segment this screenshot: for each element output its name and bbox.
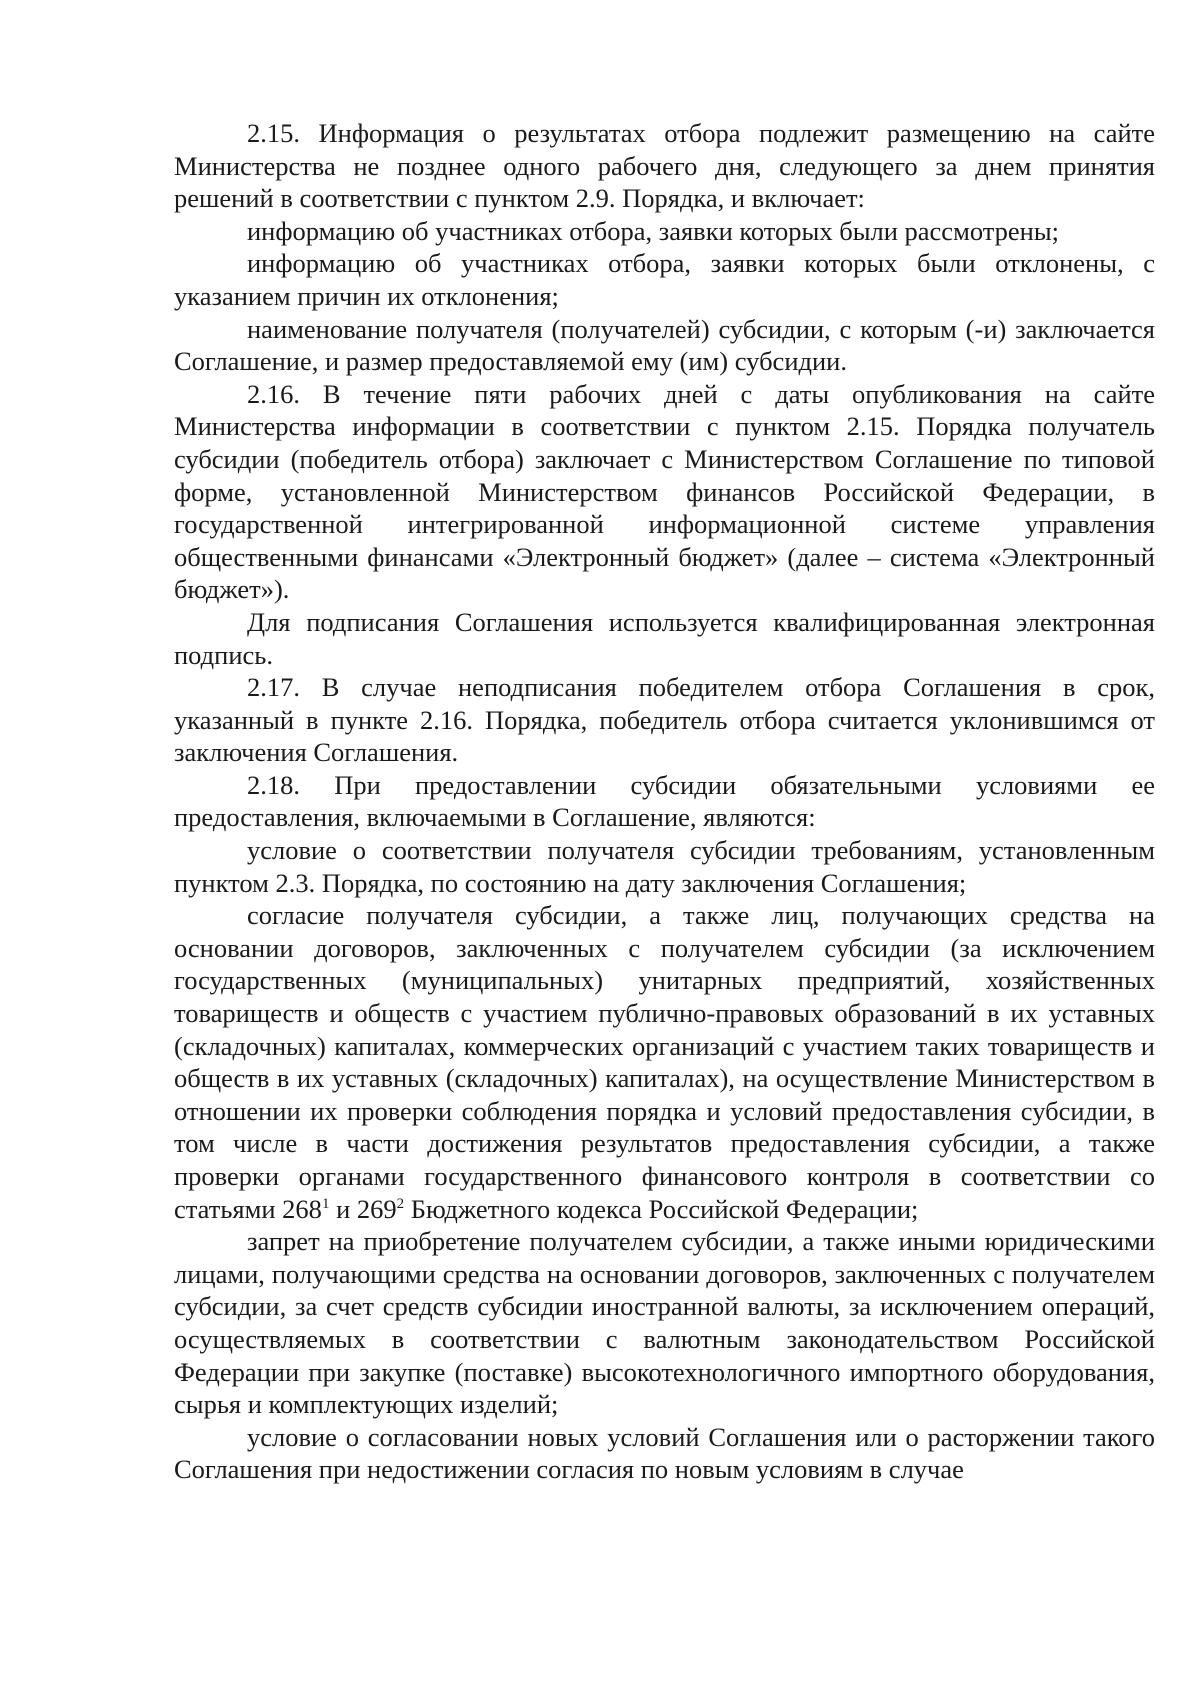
paragraph-2-16: 2.16. В течение пяти рабочих дней с даты опубликования на сайте Министерства информации в соответствии с пунктом 2.15. Порядка получатель субсидии (победитель отбора) заключает с Министерством Соглашение по типовой форме, установленной Министерством финансов Российской Федерации, в государственной интегрированной информационной системе управления общественными финансами «Электронный бюджет» (далее – система «Электронный бюджет»). [174, 378, 1155, 605]
paragraph-compliance-condition: условие о соответствии получателя субсидии требованиям, установленным пунктом 2.3. Порядка, по состоянию на дату заключения Соглашения; [174, 835, 1155, 898]
consent-text-middle: и 269 [329, 1193, 397, 1224]
paragraph-consent [174, 899, 1155, 1225]
paragraph-2-18: 2.18. При предоставлении субсидии обязательными условиями ее предоставления, включаемыми в Соглашение, являются: [174, 769, 1155, 833]
paragraph-electronic-signature: Для подписания Соглашения используется квалифицированная электронная подпись. [174, 606, 1155, 670]
paragraph-reviewed-applicants: информацию об участниках отбора, заявки которых были рассмотрены; [247, 215, 1060, 246]
consent-text: согласие получателя субсидии, а также лиц, получающих средства на основании договоров, заключенных с получателем субсидии (за исключением государственных (муниципальных) унитарных предприятий, хозяйственных товариществ и обществ с участием публично-правовых образований в их уставных (складочных) капиталах, коммерческих организаций с участием таких товариществ и обществ в их уставных (складочных) капиталах), на осуществление Министерством в отношении их проверки соблюдения порядка и условий предоставления субсидии, в том числе в части достижения результатов предоставления субсидии, а также проверки органами государственного финансового контроля в соответствии со статьями 268 [174, 900, 1155, 1224]
paragraph-new-conditions: условие о согласовании новых условий Соглашения или о расторжении такого Соглашения при недостижении согласия по новым условиям в случае [174, 1421, 1155, 1485]
paragraph-recipient-name: наименование получателя (получателей) субсидии, с которым (-и) заключается Соглашение, и размер предоставляемой ему (им) субсидии. [174, 313, 1155, 377]
paragraph-currency-ban: запрет на приобретение получателем субсидии, а также иными юридическими лицами, получающими средства на основании договоров, заключенных с получателем субсидии, за счет средств субсидии иностранной валюты, за исключением операций, осуществляемых в соответствии с валютным законодательством Российской Федерации при закупке (поставке) высокотехнологичного импортного оборудования, сырья и комплектующих изделий; [174, 1226, 1155, 1420]
paragraph-2-15: 2.15. Информация о результатах отбора подлежит размещению на сайте Министерства не позднее одного рабочего дня, следующего за днем принятия решений в соответствии с пунктом 2.9. Порядка, и включает: [174, 118, 1155, 214]
paragraph-2-17: 2.17. В случае неподписания победителем отбора Соглашения в срок, указанный в пункте 2.16. Порядка, победитель отбора считается уклонившимся от заключения Соглашения. [174, 672, 1155, 768]
superscript-2: 2 [396, 1195, 405, 1212]
paragraph-rejected-applicants: информацию об участниках отбора, заявки которых были отклонены, с указанием причин их отклонения; [174, 248, 1155, 311]
superscript-1: 1 [321, 1195, 330, 1212]
document-body [174, 117, 1155, 1486]
consent-text-end: Бюджетного кодекса Российской Федерации; [404, 1193, 919, 1224]
